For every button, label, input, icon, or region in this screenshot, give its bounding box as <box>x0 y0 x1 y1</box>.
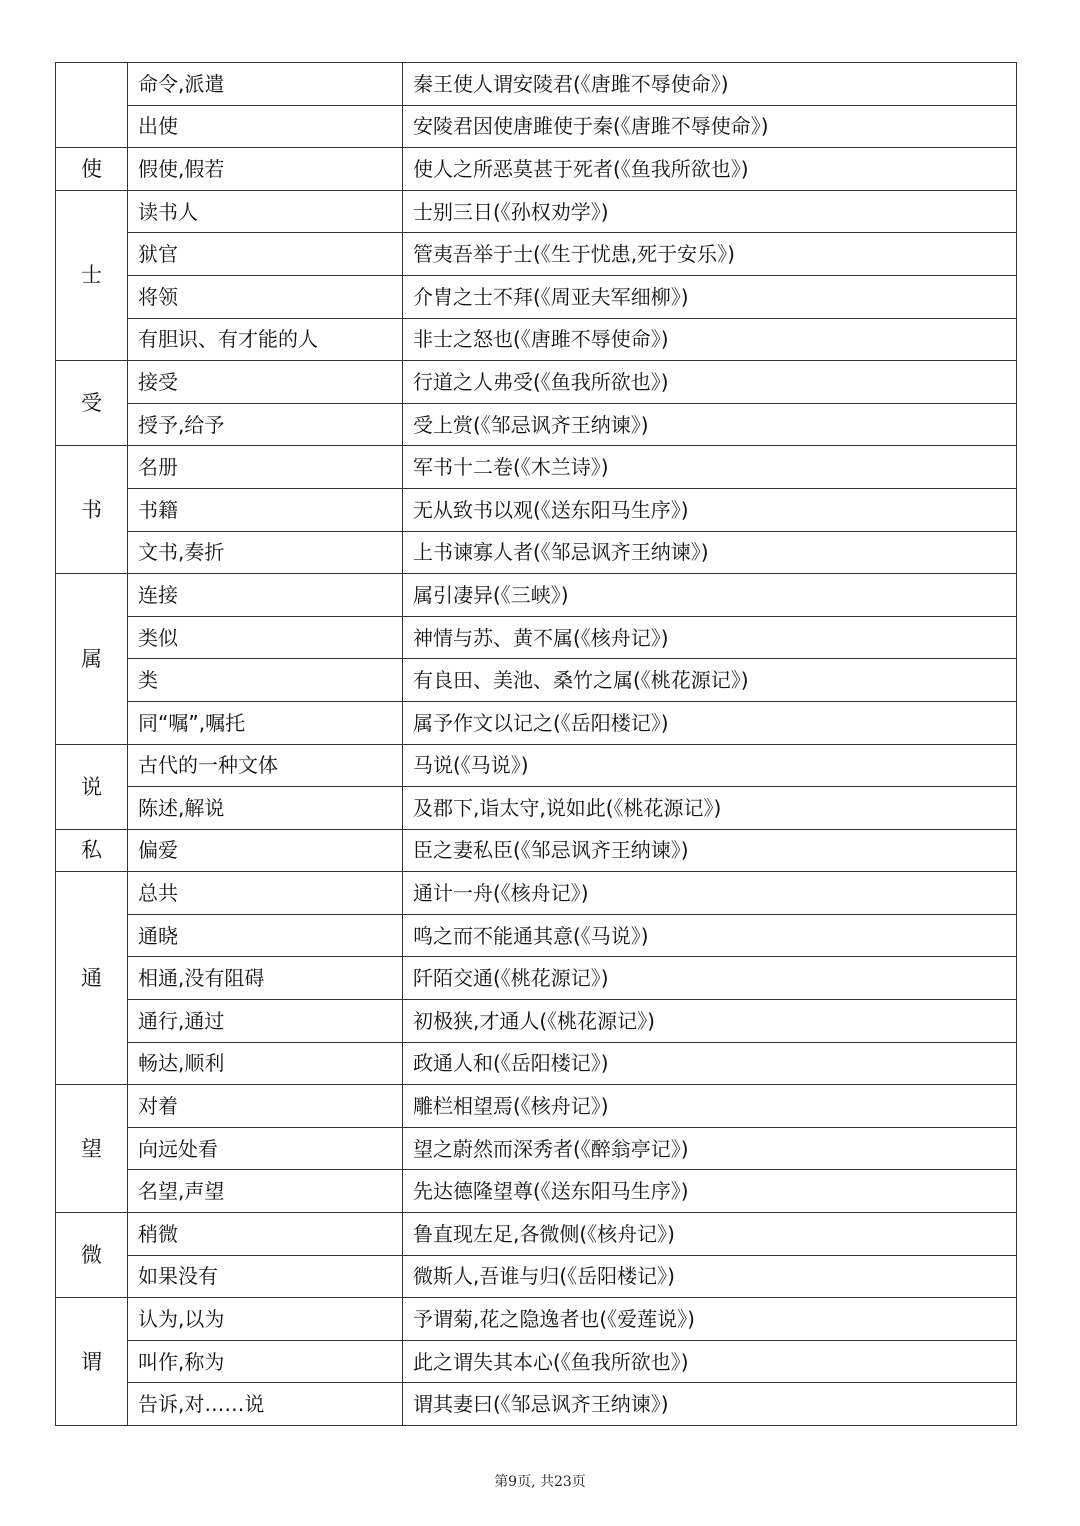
headword-cell: 通 <box>56 872 128 1085</box>
table-row <box>56 787 1017 830</box>
meaning-cell: 连接 <box>128 574 403 617</box>
example-cell: 鲁直现左足,各微侧(《核舟记》) <box>403 1213 1017 1256</box>
example-cell: 通计一舟(《核舟记》) <box>403 872 1017 915</box>
example-cell: 受上赏(《邹忌讽齐王纳谏》) <box>403 403 1017 446</box>
example-cell: 介胄之士不拜(《周亚夫军细柳》) <box>403 275 1017 318</box>
table-row <box>56 148 1017 191</box>
meaning-cell: 同“嘱”,嘱托 <box>128 701 403 744</box>
table-row <box>56 1127 1017 1170</box>
meaning-cell: 类 <box>128 659 403 702</box>
example-cell: 政通人和(《岳阳楼记》) <box>403 1042 1017 1085</box>
example-cell: 神情与苏、黄不属(《核舟记》) <box>403 616 1017 659</box>
meaning-cell: 叫作,称为 <box>128 1340 403 1383</box>
headword-cell: 使 <box>56 148 128 191</box>
example-cell: 军书十二卷(《木兰诗》) <box>403 446 1017 489</box>
example-cell: 非士之怒也(《唐雎不辱使命》) <box>403 318 1017 361</box>
headword-cell: 说 <box>56 744 128 829</box>
headword-cell: 微 <box>56 1213 128 1298</box>
headword-cell <box>56 63 128 148</box>
table-row <box>56 701 1017 744</box>
table-row <box>56 574 1017 617</box>
table-row <box>56 1383 1017 1426</box>
table-row <box>56 361 1017 404</box>
meaning-cell: 通晓 <box>128 914 403 957</box>
example-cell: 士别三日(《孙权劝学》) <box>403 190 1017 233</box>
example-cell: 使人之所恶莫甚于死者(《鱼我所欲也》) <box>403 148 1017 191</box>
example-cell: 望之蔚然而深秀者(《醉翁亭记》) <box>403 1127 1017 1170</box>
example-cell: 谓其妻曰(《邹忌讽齐王纳谏》) <box>403 1383 1017 1426</box>
example-cell: 属引凄异(《三峡》) <box>403 574 1017 617</box>
meaning-cell: 名望,声望 <box>128 1170 403 1213</box>
meaning-cell: 偏爱 <box>128 829 403 872</box>
table-row <box>56 616 1017 659</box>
meaning-cell: 告诉,对……说 <box>128 1383 403 1426</box>
table-row <box>56 531 1017 574</box>
vocabulary-table-body <box>56 63 1017 1426</box>
meaning-cell: 如果没有 <box>128 1255 403 1298</box>
table-row <box>56 744 1017 787</box>
meaning-cell: 出使 <box>128 105 403 148</box>
meaning-cell: 狱官 <box>128 233 403 276</box>
example-cell: 及郡下,诣太守,说如此(《桃花源记》) <box>403 787 1017 830</box>
example-cell: 安陵君因使唐雎使于秦(《唐雎不辱使命》) <box>403 105 1017 148</box>
meaning-cell: 对着 <box>128 1085 403 1128</box>
meaning-cell: 有胆识、有才能的人 <box>128 318 403 361</box>
meaning-cell: 认为,以为 <box>128 1298 403 1341</box>
meaning-cell: 古代的一种文体 <box>128 744 403 787</box>
vocabulary-table <box>55 62 1017 1426</box>
example-cell: 秦王使人谓安陵君(《唐雎不辱使命》) <box>403 63 1017 106</box>
meaning-cell: 陈述,解说 <box>128 787 403 830</box>
table-row <box>56 829 1017 872</box>
meaning-cell: 书籍 <box>128 488 403 531</box>
table-row <box>56 318 1017 361</box>
meaning-cell: 总共 <box>128 872 403 915</box>
example-cell: 臣之妻私臣(《邹忌讽齐王纳谏》) <box>403 829 1017 872</box>
headword-cell: 望 <box>56 1085 128 1213</box>
example-cell: 无从致书以观(《送东阳马生序》) <box>403 488 1017 531</box>
table-row <box>56 275 1017 318</box>
meaning-cell: 假使,假若 <box>128 148 403 191</box>
meaning-cell: 将领 <box>128 275 403 318</box>
table-row <box>56 233 1017 276</box>
meaning-cell: 名册 <box>128 446 403 489</box>
headword-cell: 属 <box>56 574 128 744</box>
meaning-cell: 类似 <box>128 616 403 659</box>
table-row <box>56 659 1017 702</box>
headword-cell: 私 <box>56 829 128 872</box>
headword-cell: 受 <box>56 361 128 446</box>
table-row <box>56 872 1017 915</box>
example-cell: 先达德隆望尊(《送东阳马生序》) <box>403 1170 1017 1213</box>
table-row <box>56 403 1017 446</box>
example-cell: 有良田、美池、桑竹之属(《桃花源记》) <box>403 659 1017 702</box>
example-cell: 予谓菊,花之隐逸者也(《爱莲说》) <box>403 1298 1017 1341</box>
table-row <box>56 1170 1017 1213</box>
example-cell: 雕栏相望焉(《核舟记》) <box>403 1085 1017 1128</box>
meaning-cell: 命令,派遣 <box>128 63 403 106</box>
table-row <box>56 914 1017 957</box>
meaning-cell: 文书,奏折 <box>128 531 403 574</box>
headword-cell: 士 <box>56 190 128 360</box>
table-row <box>56 1000 1017 1043</box>
table-row <box>56 105 1017 148</box>
table-row <box>56 957 1017 1000</box>
meaning-cell: 读书人 <box>128 190 403 233</box>
meaning-cell: 畅达,顺利 <box>128 1042 403 1085</box>
table-row <box>56 1085 1017 1128</box>
meaning-cell: 通行,通过 <box>128 1000 403 1043</box>
example-cell: 微斯人,吾谁与归(《岳阳楼记》) <box>403 1255 1017 1298</box>
table-row <box>56 1042 1017 1085</box>
example-cell: 属予作文以记之(《岳阳楼记》) <box>403 701 1017 744</box>
table-row <box>56 190 1017 233</box>
meaning-cell: 向远处看 <box>128 1127 403 1170</box>
table-row <box>56 1213 1017 1256</box>
example-cell: 阡陌交通(《桃花源记》) <box>403 957 1017 1000</box>
example-cell: 此之谓失其本心(《鱼我所欲也》) <box>403 1340 1017 1383</box>
example-cell: 管夷吾举于士(《生于忧患,死于安乐》) <box>403 233 1017 276</box>
example-cell: 上书谏寡人者(《邹忌讽齐王纳谏》) <box>403 531 1017 574</box>
table-row <box>56 63 1017 106</box>
table-row <box>56 1255 1017 1298</box>
table-row <box>56 1298 1017 1341</box>
headword-cell: 书 <box>56 446 128 574</box>
meaning-cell: 授予,给予 <box>128 403 403 446</box>
example-cell: 行道之人弗受(《鱼我所欲也》) <box>403 361 1017 404</box>
page-footer: 第9页, 共23页 <box>494 1474 586 1490</box>
table-row <box>56 488 1017 531</box>
meaning-cell: 稍微 <box>128 1213 403 1256</box>
example-cell: 马说(《马说》) <box>403 744 1017 787</box>
table-row <box>56 446 1017 489</box>
meaning-cell: 相通,没有阻碍 <box>128 957 403 1000</box>
table-row <box>56 1340 1017 1383</box>
example-cell: 鸣之而不能通其意(《马说》) <box>403 914 1017 957</box>
headword-cell: 谓 <box>56 1298 128 1426</box>
example-cell: 初极狭,才通人(《桃花源记》) <box>403 1000 1017 1043</box>
meaning-cell: 接受 <box>128 361 403 404</box>
